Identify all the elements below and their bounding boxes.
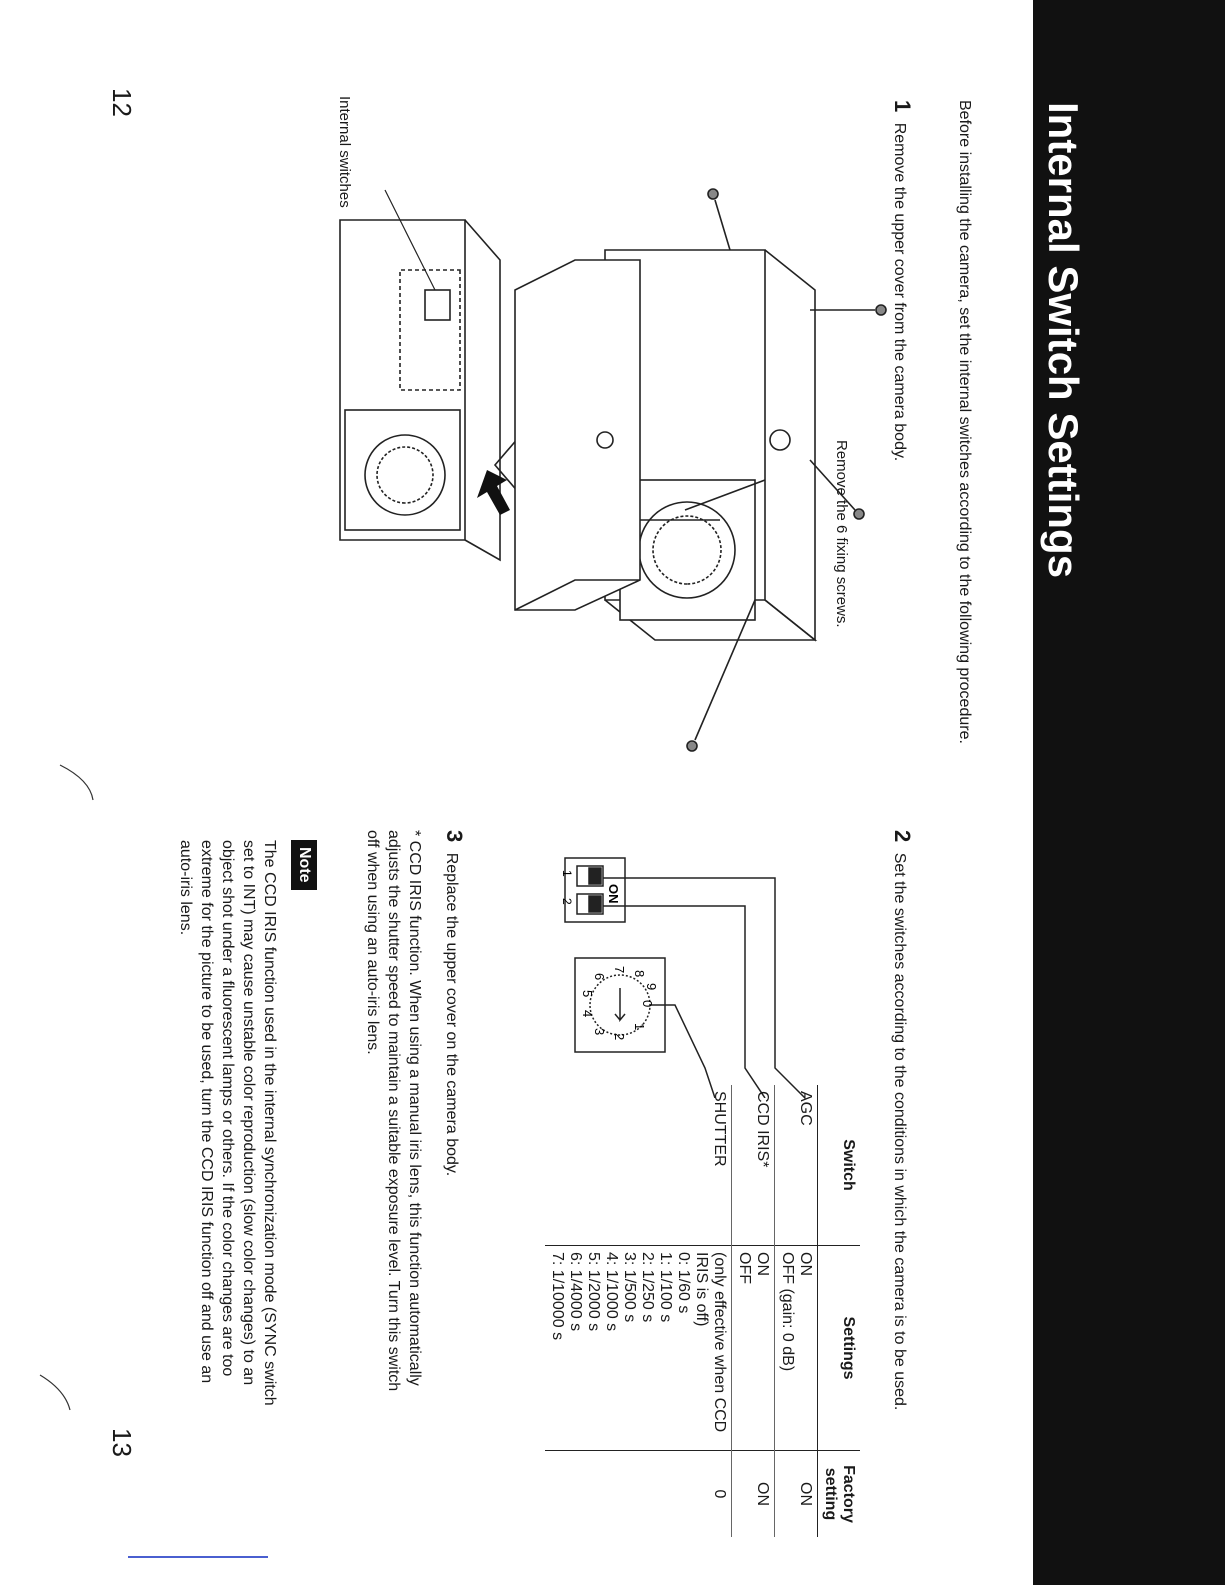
setting-line: OFF (gain: 0 dB) [779, 1252, 796, 1372]
dip-on-label: ON [606, 884, 621, 904]
setting-line: ON [797, 1252, 814, 1276]
step-3 [441, 830, 465, 1430]
setting-line: 4: 1/1000 s [603, 1252, 620, 1332]
switch-settings-table [545, 1085, 860, 1537]
intro-text: Before installing the camera, set the internal switches according to the following procedure. [956, 100, 973, 744]
setting-line: ON [754, 1252, 771, 1276]
cell-factory: ON [775, 1451, 818, 1538]
cell-settings [545, 1246, 732, 1451]
stray-mark [35, 1370, 75, 1430]
rotary-digit-9: 9 [644, 983, 659, 991]
cell-factory: 0 [711, 1489, 728, 1499]
dip-2-label: 2 [560, 898, 574, 905]
page-title: Internal Switch Settings [1040, 102, 1087, 579]
note-text: The CCD IRIS function used in the internal synchronization mode (SYNC switch set to INT) may cause unstable color reproduction (slow color changes) to an object shot under a fluorescent lamps or others. If the color changes are too extreme for the picture to be used, turn the CCD IRIS function off and use an auto-iris lens. [177, 840, 278, 1406]
cell-settings [775, 1246, 818, 1451]
step-2-number: 2 [890, 830, 915, 843]
setting-line: 5: 1/2000 s [585, 1252, 602, 1332]
setting-line: 2: 1/250 s [639, 1252, 656, 1323]
rotary-digit-7: 7 [612, 966, 627, 974]
dip-1-label: 1 [560, 870, 574, 877]
step-2 [889, 830, 913, 1440]
ccd-iris-footnote: * CCD IRIS function. When using a manual iris lens, this function automatically adjusts the shutter speed to maintain a suitable exposure level. Turn this switch off when using an auto-iris lens. [364, 830, 423, 1392]
stray-mark [55, 760, 95, 840]
col-header-settings: Settings [818, 1246, 861, 1451]
setting-line: 6: 1/4000 s [567, 1252, 584, 1332]
setting-line: 0: 1/60 s [675, 1252, 692, 1314]
cover-removal-illustration [315, 180, 905, 800]
table-row [545, 1085, 732, 1537]
link-underline [128, 1556, 268, 1558]
setting-line: (only effective when CCD IRIS is off) [693, 1252, 728, 1433]
table-row [775, 1085, 818, 1537]
rotary-digit-0: 0 [640, 1000, 655, 1008]
page-number-left: 12 [107, 88, 137, 117]
setting-line: 1: 1/100 s [657, 1252, 674, 1323]
step-3-text: Replace the upper cover on the camera body. [443, 852, 460, 1177]
page-number-right: 13 [107, 1428, 137, 1457]
col-header-switch: Switch [818, 1085, 861, 1246]
cell-switch: SHUTTER [545, 1085, 732, 1246]
note-badge: Note [291, 840, 317, 890]
step-2-text: Set the switches according to the conditions in which the camera is to be used. [891, 852, 908, 1411]
rotary-digit-4: 4 [580, 1010, 595, 1018]
cell-switch: CCD IRIS* [732, 1085, 775, 1246]
setting-line: 3: 1/500 s [621, 1252, 638, 1323]
setting-line: OFF [736, 1252, 753, 1284]
col-header-factory: Factory setting [818, 1451, 861, 1538]
screws-label: Remove the 6 fixing screws. [833, 440, 850, 628]
rotary-digit-1: 1 [632, 1023, 647, 1031]
rotary-digit-2: 2 [612, 1033, 627, 1041]
internal-switches-label: Internal switches [336, 96, 353, 208]
camera-opened-illustration [340, 220, 640, 610]
step-1-text: Remove the upper cover from the camera body. [891, 122, 908, 462]
cell-settings [732, 1246, 775, 1451]
step-1-number: 1 [890, 100, 915, 113]
cell-factory: ON [732, 1451, 775, 1538]
table-row [732, 1085, 775, 1537]
rotary-digit-8: 8 [632, 970, 647, 978]
rotary-digit-5: 5 [580, 990, 595, 998]
step-3-number: 3 [442, 830, 467, 843]
cell-switch: AGC [775, 1085, 818, 1246]
setting-line: 7: 1/10000 s [549, 1252, 566, 1341]
rotary-digit-3: 3 [592, 1028, 607, 1036]
switch-diagram [555, 838, 865, 1098]
rotary-digit-6: 6 [592, 973, 607, 981]
